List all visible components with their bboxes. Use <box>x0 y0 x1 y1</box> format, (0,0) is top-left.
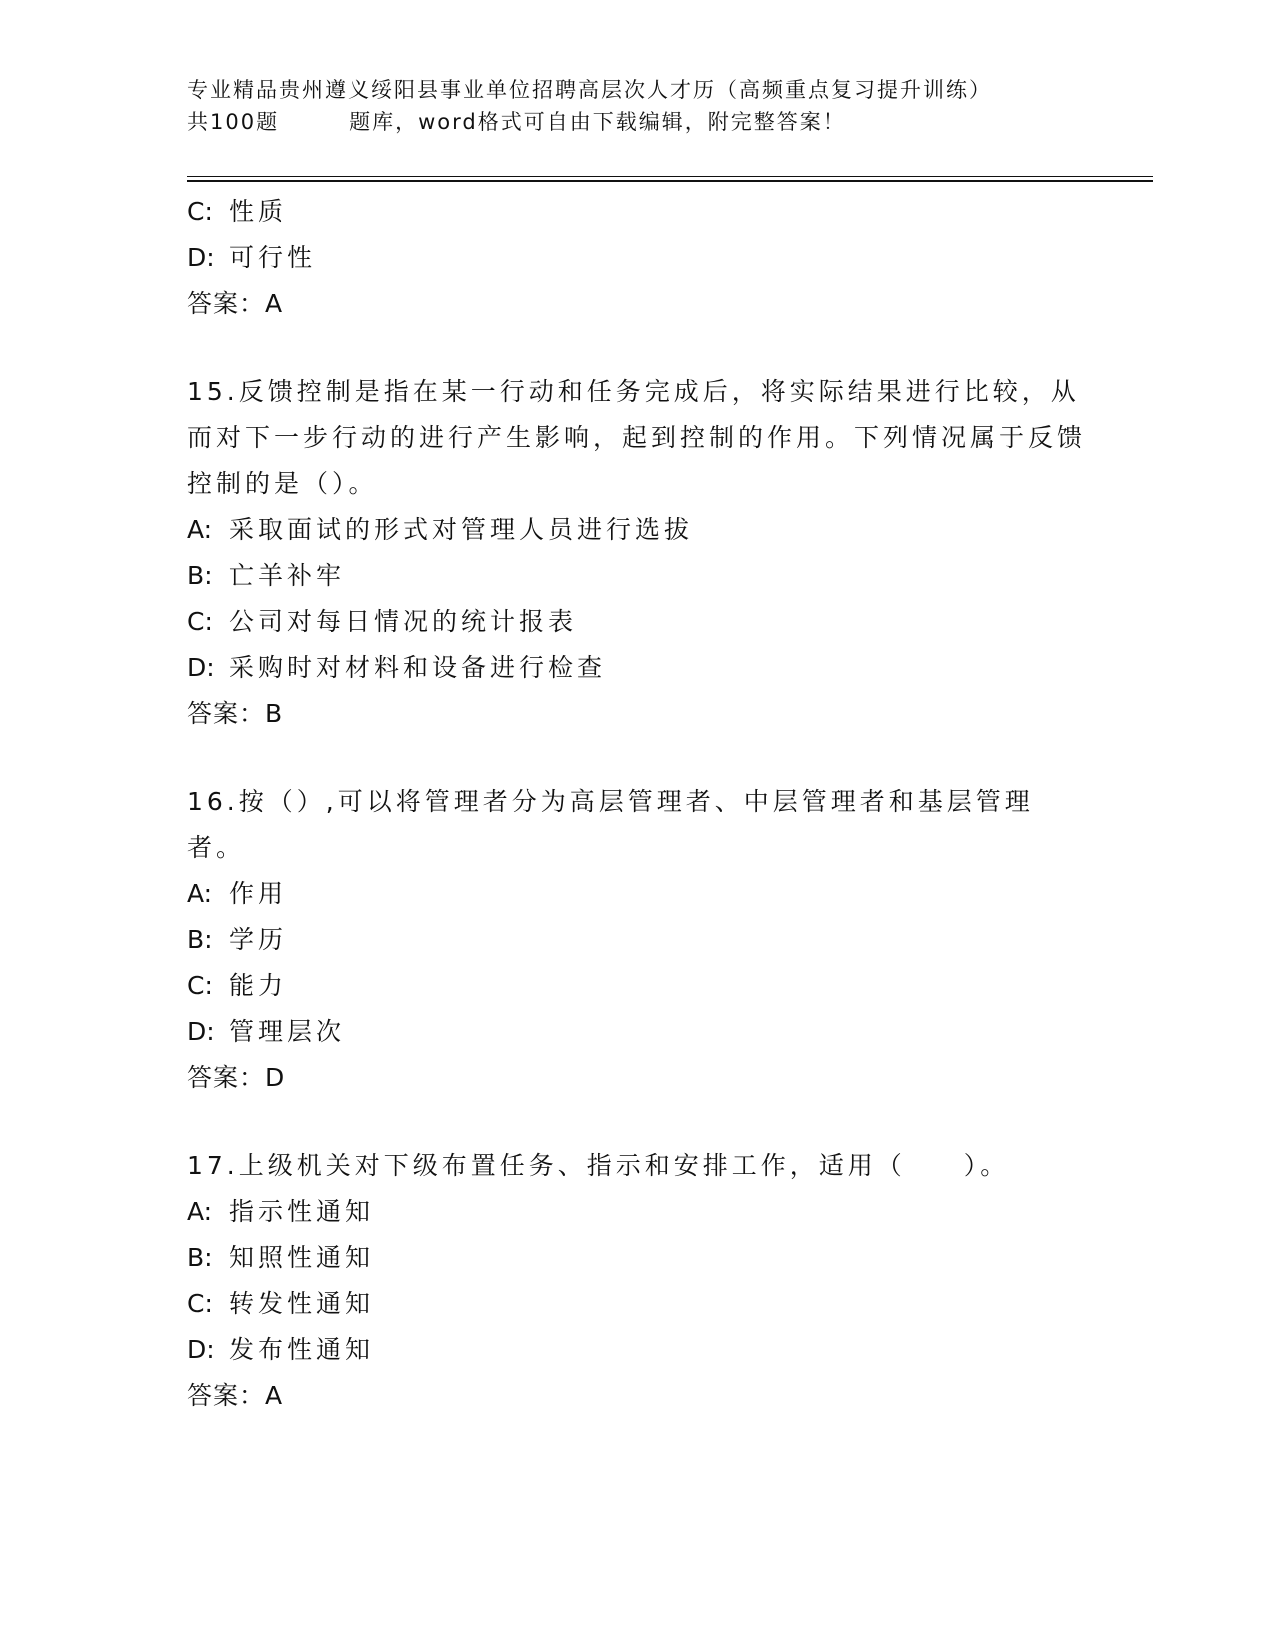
header-title-line1: 专业精品贵州遵义绥阳县事业单位招聘高层次人才历（高频重点复习提升训练） <box>187 78 992 102</box>
option: D: 管理层次 <box>187 1017 346 1046</box>
option: C: 公司对每日情况的统计报表 <box>187 607 578 636</box>
question-16 <box>187 779 1087 1101</box>
option: C: 性质 <box>187 197 288 226</box>
page-header <box>187 74 1067 138</box>
question-text: 15.反馈控制是指在某一行动和任务完成后，将实际结果进行比较，从而对下一步行动的进行产生影响，起到控制的作用。下列情况属于反馈控制的是（）。 <box>187 377 1087 498</box>
option: D: 采购时对材料和设备进行检查 <box>187 653 607 682</box>
header-divider-thin <box>187 176 1153 177</box>
question-text: 17.上级机关对下级布置任务、指示和安排工作，适用（ ）。 <box>187 1151 1010 1180</box>
answer-line: 答案：A <box>187 289 287 318</box>
header-question-count: 共100题 <box>187 110 280 134</box>
answer-line: 答案：A <box>187 1381 287 1410</box>
question-15 <box>187 369 1087 737</box>
question-text: 16.按（）,可以将管理者分为高层管理者、中层管理者和基层管理者。 <box>187 787 1034 862</box>
header-divider-thick <box>187 180 1153 182</box>
document-body <box>187 189 1087 1419</box>
option: C: 能力 <box>187 971 288 1000</box>
option: B: 知照性通知 <box>187 1243 375 1272</box>
option: A: 作用 <box>187 879 288 908</box>
option: A: 采取面试的形式对管理人员进行选拔 <box>187 515 694 544</box>
answer-line: 答案：D <box>187 1063 289 1092</box>
answer-line: 答案：B <box>187 699 287 728</box>
option: D: 可行性 <box>187 243 317 272</box>
option: C: 转发性通知 <box>187 1289 375 1318</box>
header-title-line2: 题库，word格式可自由下载编辑，附完整答案！ <box>349 110 846 134</box>
option: D: 发布性通知 <box>187 1335 375 1364</box>
option: B: 学历 <box>187 925 288 954</box>
option: B: 亡羊补牢 <box>187 561 346 590</box>
question-17 <box>187 1143 1087 1419</box>
option: A: 指示性通知 <box>187 1197 375 1226</box>
carryover-question <box>187 189 1087 327</box>
header-title-line2-row <box>187 106 1067 138</box>
